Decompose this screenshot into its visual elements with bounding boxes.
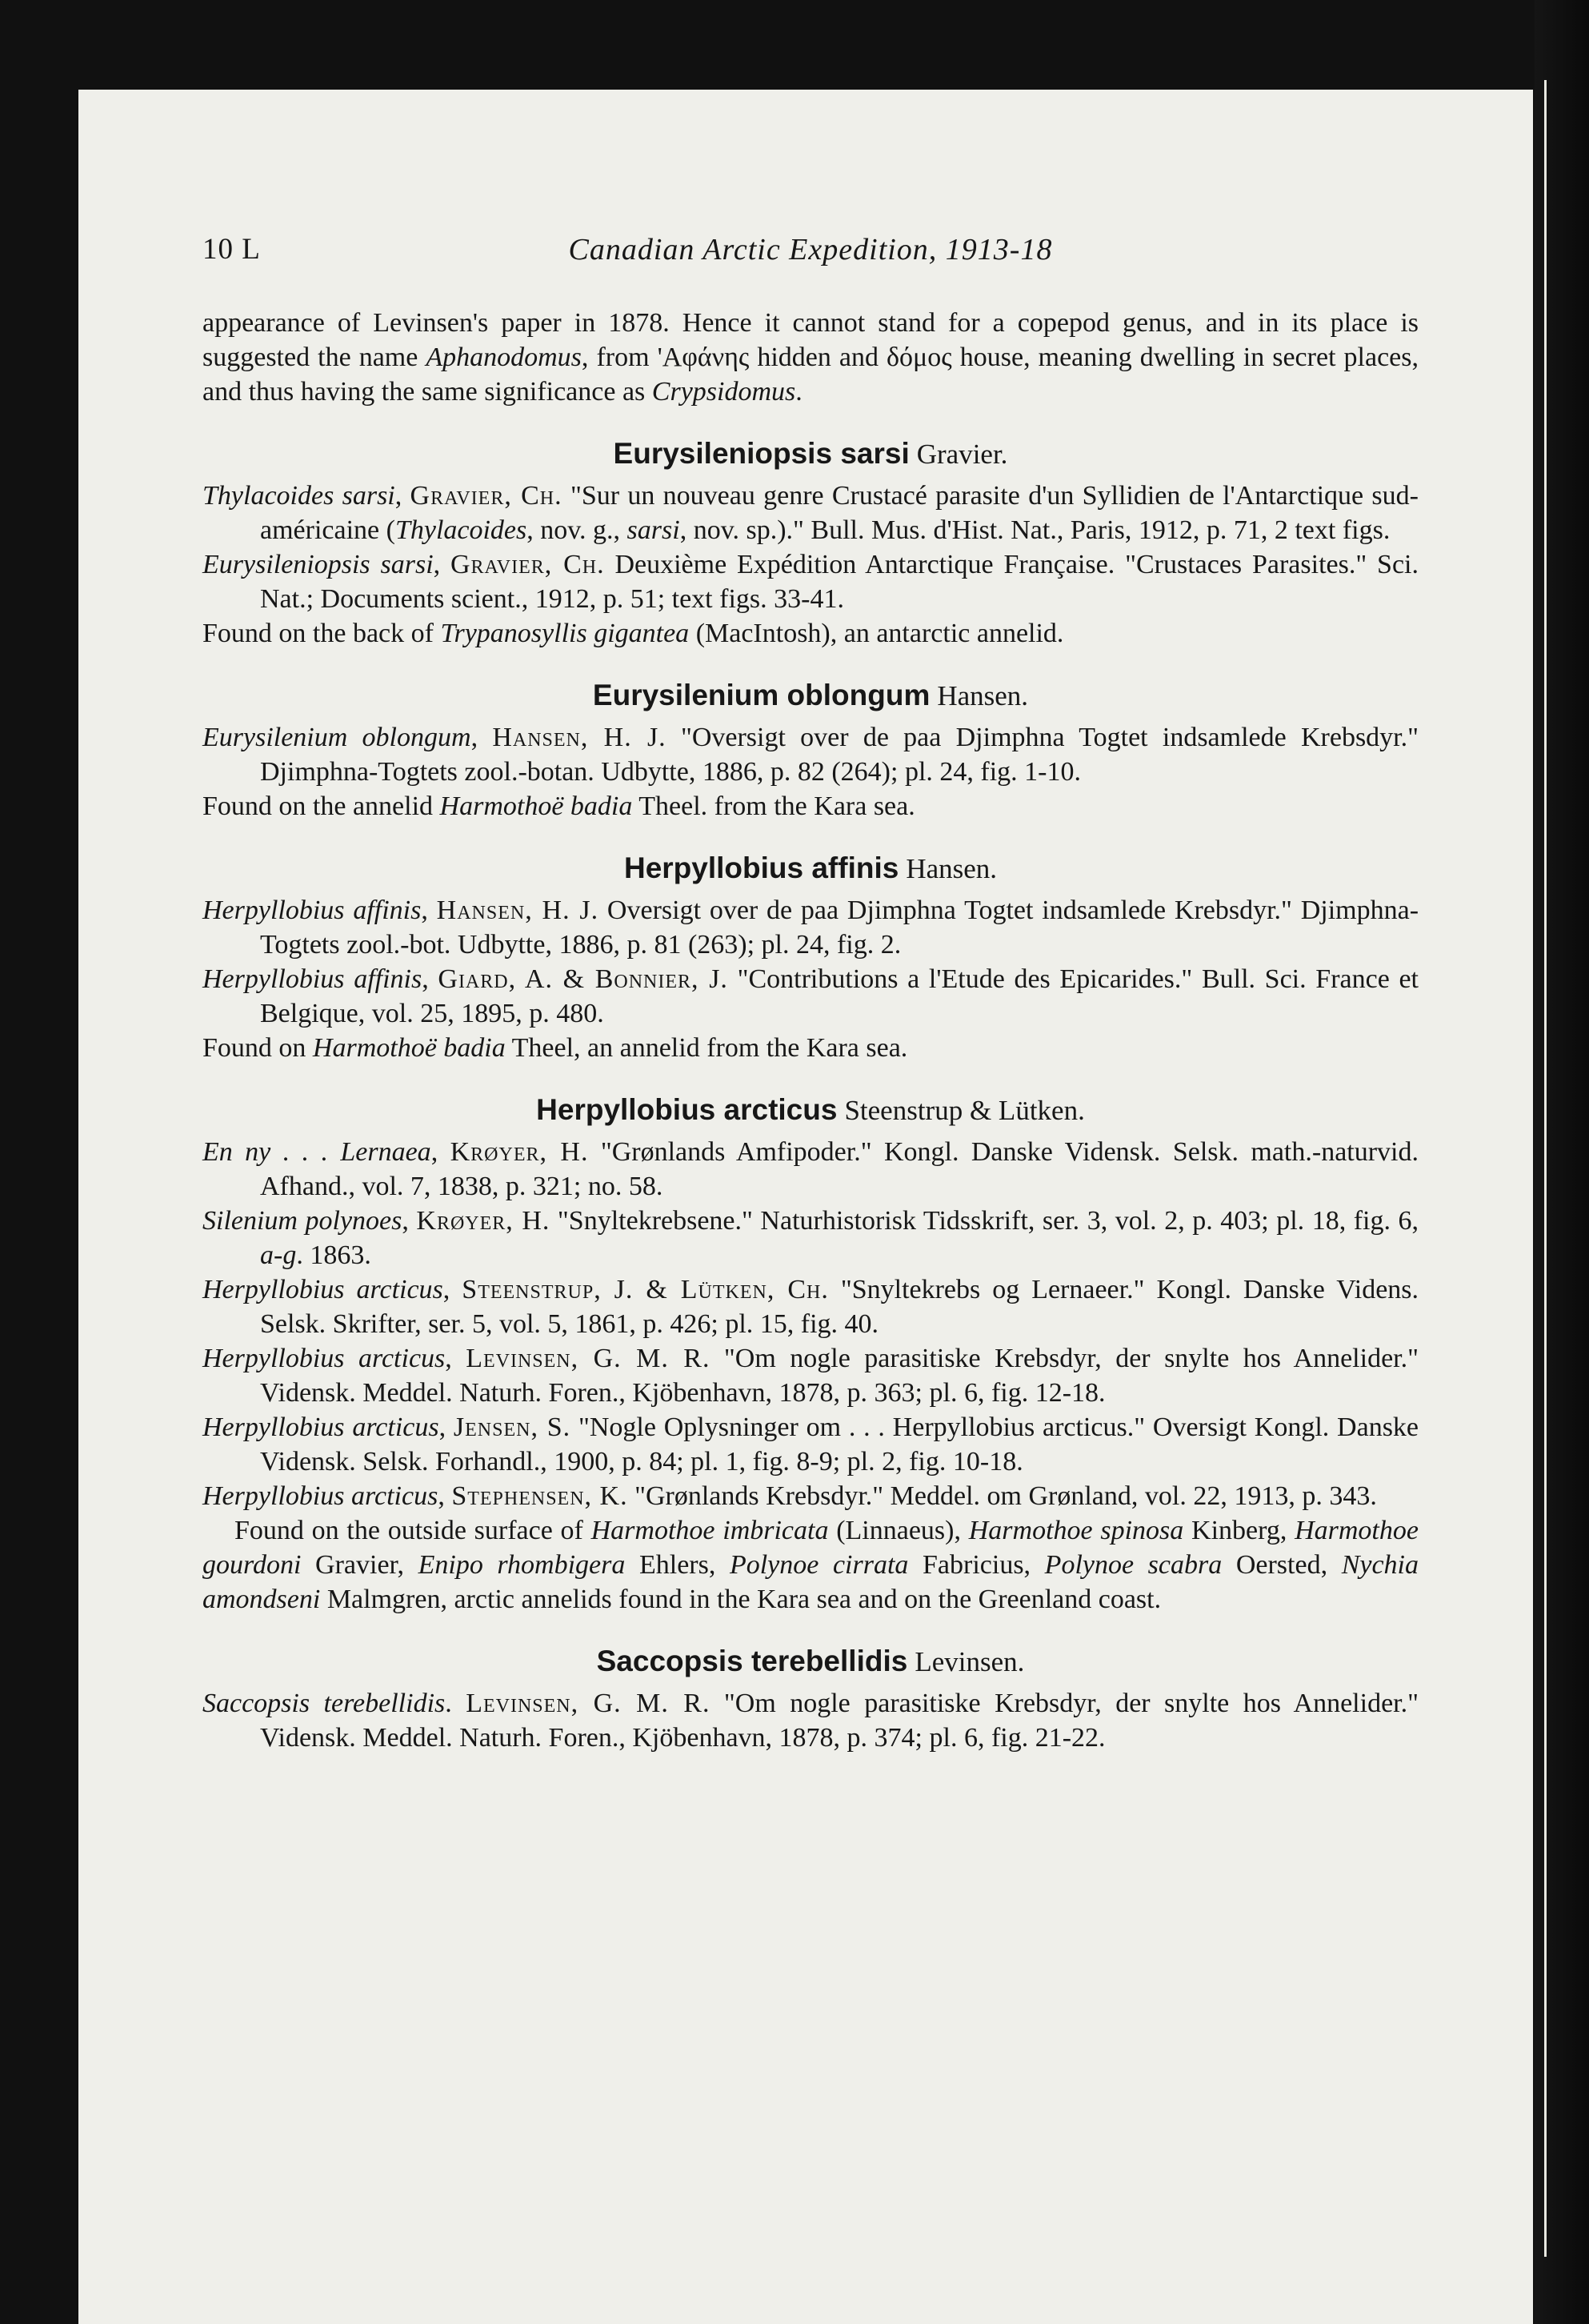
italic-run: Aphanodomus: [426, 343, 582, 372]
text-run: .: [795, 377, 803, 407]
italic-run: Nychia amondseni: [202, 1550, 1419, 1614]
text-run: , nov. sp.)." Bull. Mus. d'Hist. Nat., Paris, 1912, p. 71, 2 text figs.: [679, 515, 1391, 545]
text-run: ,: [422, 964, 438, 994]
species-section: [202, 1092, 1419, 1617]
document-page: [78, 90, 1533, 2324]
text-run: "Nogle Oplysninger om . . . Herpyllobius arcticus." Oversigt Kongl. Danske Vidensk. Selsk. Forhandl., 1900, p. 84; pl. 1, fig. 8-9; pl. 2, fig. 10-18.: [260, 1412, 1419, 1477]
text-run: ,: [470, 723, 493, 752]
species-heading: [202, 678, 1419, 714]
bibliographic-reference: [202, 547, 1419, 616]
text-run: "Oversigt over de paa Djimphna Togtet indsamlede Krebsdyr." Djimphna-Togtets zool.-botan. Udbytte, 1886, p. 82 (264); pl. 24, fig. 1-10.: [260, 723, 1419, 787]
italic-run: Harmothoe gourdoni: [202, 1516, 1419, 1580]
italic-run: Harmothoë badia: [439, 791, 633, 821]
text-run: Oversigt over de paa Djimphna Togtet indsamlede Krebsdyr." Djimphna-Togtets zool.-bot. Udbytte, 1886, p. 81 (263); pl. 24, fig. 2.: [260, 896, 1419, 960]
author-run: Jensen, S.: [453, 1412, 571, 1442]
bibliographic-reference: [202, 1479, 1419, 1513]
italic-run: Silenium polynoes: [202, 1206, 402, 1236]
italic-run: Herpyllobius arcticus: [202, 1275, 443, 1304]
author-run: Levinsen, G. M. R.: [466, 1689, 710, 1718]
bibliographic-reference: [202, 1410, 1419, 1479]
text-run: ,: [421, 896, 437, 925]
italic-run: Herpyllobius arcticus: [202, 1481, 438, 1511]
species-sections: [202, 436, 1419, 1755]
text-run: ,: [438, 1481, 452, 1511]
species-section: [202, 678, 1419, 823]
text-run: "Snyltekrebsene." Naturhistorisk Tidsskrift, ser. 3, vol. 2, p. 403; pl. 18, fig. 6,: [550, 1206, 1419, 1236]
italic-run: Crypsidomus: [651, 377, 796, 407]
text-run: Kinberg,: [1183, 1516, 1295, 1545]
host-note: [202, 789, 1419, 823]
italic-run: sarsi: [626, 515, 680, 545]
italic-run: Harmothoe imbricata: [590, 1516, 829, 1545]
italic-run: Enipo rhombigera: [418, 1550, 626, 1580]
species-name: Saccopsis terebellidis: [596, 1645, 908, 1677]
scan-border: [1535, 0, 1589, 2324]
italic-run: Harmothoë badia: [312, 1033, 506, 1063]
italic-run: Harmothoe spinosa: [968, 1516, 1184, 1545]
species-name: Herpyllobius affinis: [623, 851, 899, 884]
text-run: Deuxième Expédition Antarctique Française. "Crustaces Parasites." Sci. Nat.; Documents scient., 1912, p. 51; text figs. 33-41.: [260, 550, 1419, 614]
intro-paragraph: [202, 306, 1419, 409]
text-run: Malmgren, arctic annelids found in the Kara sea and on the Greenland coast.: [320, 1585, 1162, 1614]
text-run: , from 'Αφάνης hidden and δόμος house, meaning dwelling in secret places, and thus having the same significance as: [202, 343, 1419, 407]
text-run: "Snyltekrebs og Lernaeer." Kongl. Danske Videns. Selsk. Skrifter, ser. 5, vol. 5, 1861, p. 426; pl. 15, fig. 40.: [260, 1275, 1419, 1339]
species-authority: Steenstrup & Lütken.: [844, 1095, 1085, 1126]
species-heading: [202, 1092, 1419, 1128]
italic-run: Herpyllobius affinis: [202, 964, 422, 994]
text-run: "Grønlands Amfipoder." Kongl. Danske Vidensk. Selsk. math.-naturvid. Afhand., vol. 7, 1838, p. 321; no. 58.: [260, 1137, 1419, 1201]
text-run: Found on the back of: [202, 619, 441, 648]
text-run: ,: [445, 1344, 466, 1373]
species-name: Eurysileniopsis sarsi: [613, 437, 910, 470]
author-run: Stephensen, K.: [451, 1481, 628, 1511]
host-note: [202, 616, 1419, 651]
italic-run: Herpyllobius affinis: [202, 896, 422, 925]
bibliographic-reference: [202, 1204, 1419, 1272]
text-run: Theel. from the Kara sea.: [632, 791, 915, 821]
text-run: Fabricius,: [908, 1550, 1045, 1580]
bibliographic-reference: [202, 479, 1419, 547]
bibliographic-reference: [202, 962, 1419, 1031]
running-head: [202, 232, 1419, 283]
text-run: ,: [438, 1412, 454, 1442]
text-run: Oersted,: [1222, 1550, 1342, 1580]
italic-run: Polynoe scabra: [1044, 1550, 1223, 1580]
species-section: [202, 436, 1419, 651]
species-heading: [202, 436, 1419, 472]
species-authority: Hansen.: [937, 680, 1029, 711]
author-run: Hansen, H. J.: [492, 723, 666, 752]
italic-run: Herpyllobius arcticus: [202, 1344, 446, 1373]
text-run: ,: [442, 1275, 462, 1304]
italic-run: Thylacoides: [394, 515, 527, 545]
species-authority: Gravier.: [916, 439, 1008, 470]
italic-run: Herpyllobius arcticus: [202, 1412, 439, 1442]
species-heading: [202, 851, 1419, 887]
author-run: Krøyer, H.: [416, 1206, 550, 1236]
species-section: [202, 1644, 1419, 1755]
italic-run: Trypanosyllis gigantea: [440, 619, 690, 648]
bibliographic-reference: [202, 1686, 1419, 1755]
italic-run: a-g: [260, 1240, 297, 1270]
text-run: (MacIntosh), an antarctic annelid.: [689, 619, 1064, 648]
text-run: Theel, an annelid from the Kara sea.: [505, 1033, 908, 1063]
page-content: [202, 232, 1419, 1755]
italic-run: Thylacoides sarsi: [202, 481, 395, 511]
text-run: "Sur un nouveau genre Crustacé parasite d'un Syllidien de l'Antarctique sud-américaine (: [260, 481, 1419, 545]
journal-title: Canadian Arctic Expedition, 1913-18: [568, 233, 1053, 266]
author-run: Levinsen, G. M. R.: [466, 1344, 710, 1373]
text-run: ,: [394, 481, 410, 511]
italic-run: Eurysilenium oblongum: [202, 723, 471, 752]
scan-border-line: [1544, 80, 1547, 2257]
author-run: Krøyer, H.: [450, 1137, 589, 1167]
species-authority: Hansen.: [906, 853, 998, 884]
text-run: "Contributions a l'Etude des Epicarides." Bull. Sci. France et Belgique, vol. 25, 1895, p. 480.: [260, 964, 1419, 1028]
species-authority: Levinsen.: [915, 1646, 1025, 1677]
species-name: Herpyllobius arcticus: [536, 1093, 838, 1126]
italic-run: Eurysileniopsis sarsi: [202, 550, 434, 579]
page-number: 10 L: [202, 233, 261, 266]
author-run: Hansen, H. J.: [436, 896, 599, 925]
text-run: ,: [430, 1137, 450, 1167]
bibliographic-reference: [202, 1135, 1419, 1204]
bibliographic-reference: [202, 1272, 1419, 1341]
text-run: Ehlers,: [625, 1550, 730, 1580]
text-run: "Om nogle parasitiske Krebsdyr, der snylte hos Annelider." Vidensk. Meddel. Naturh. Foren., Kjöbenhavn, 1878, p. 374; pl. 6, fig. 21-22.: [260, 1689, 1419, 1753]
author-run: Gravier, Ch.: [450, 550, 605, 579]
author-run: Gravier, Ch.: [410, 481, 562, 511]
text-run: ,: [402, 1206, 417, 1236]
text-run: Found on the annelid: [202, 791, 440, 821]
text-run: Found on: [202, 1033, 313, 1063]
species-name: Eurysilenium oblongum: [592, 679, 931, 711]
text-run: Found on the outside surface of: [234, 1516, 591, 1545]
text-run: "Om nogle parasitiske Krebsdyr, der snylte hos Annelider." Vidensk. Meddel. Naturh. Foren., Kjöbenhavn, 1878, p. 363; pl. 6, fig. 12-18.: [260, 1344, 1419, 1408]
author-run: Giard, A. & Bonnier, J.: [438, 964, 728, 994]
text-run: appearance of Levinsen's paper in 1878. Hence it cannot stand for a copepod genus, and in its place is suggested the name: [202, 308, 1419, 372]
text-run: Gravier,: [301, 1550, 418, 1580]
text-run: (Linnaeus),: [828, 1516, 969, 1545]
species-section: [202, 851, 1419, 1065]
species-heading: [202, 1644, 1419, 1680]
italic-run: Polynoe cirrata: [729, 1550, 909, 1580]
bibliographic-reference: [202, 893, 1419, 962]
text-run: , nov. g.,: [526, 515, 627, 545]
bibliographic-reference: [202, 1341, 1419, 1410]
text-run: . 1863.: [296, 1240, 371, 1270]
text-run: "Grønlands Krebsdyr." Meddel. om Grønland, vol. 22, 1913, p. 343.: [627, 1481, 1377, 1511]
host-note: [202, 1031, 1419, 1065]
host-note: [202, 1513, 1419, 1617]
author-run: Steenstrup, J. & Lütken, Ch.: [462, 1275, 829, 1304]
italic-run: En ny . . . Lernaea: [202, 1137, 431, 1167]
bibliographic-reference: [202, 720, 1419, 789]
italic-run: Saccopsis terebellidis: [202, 1689, 446, 1718]
text-run: .: [445, 1689, 466, 1718]
text-run: ,: [433, 550, 450, 579]
